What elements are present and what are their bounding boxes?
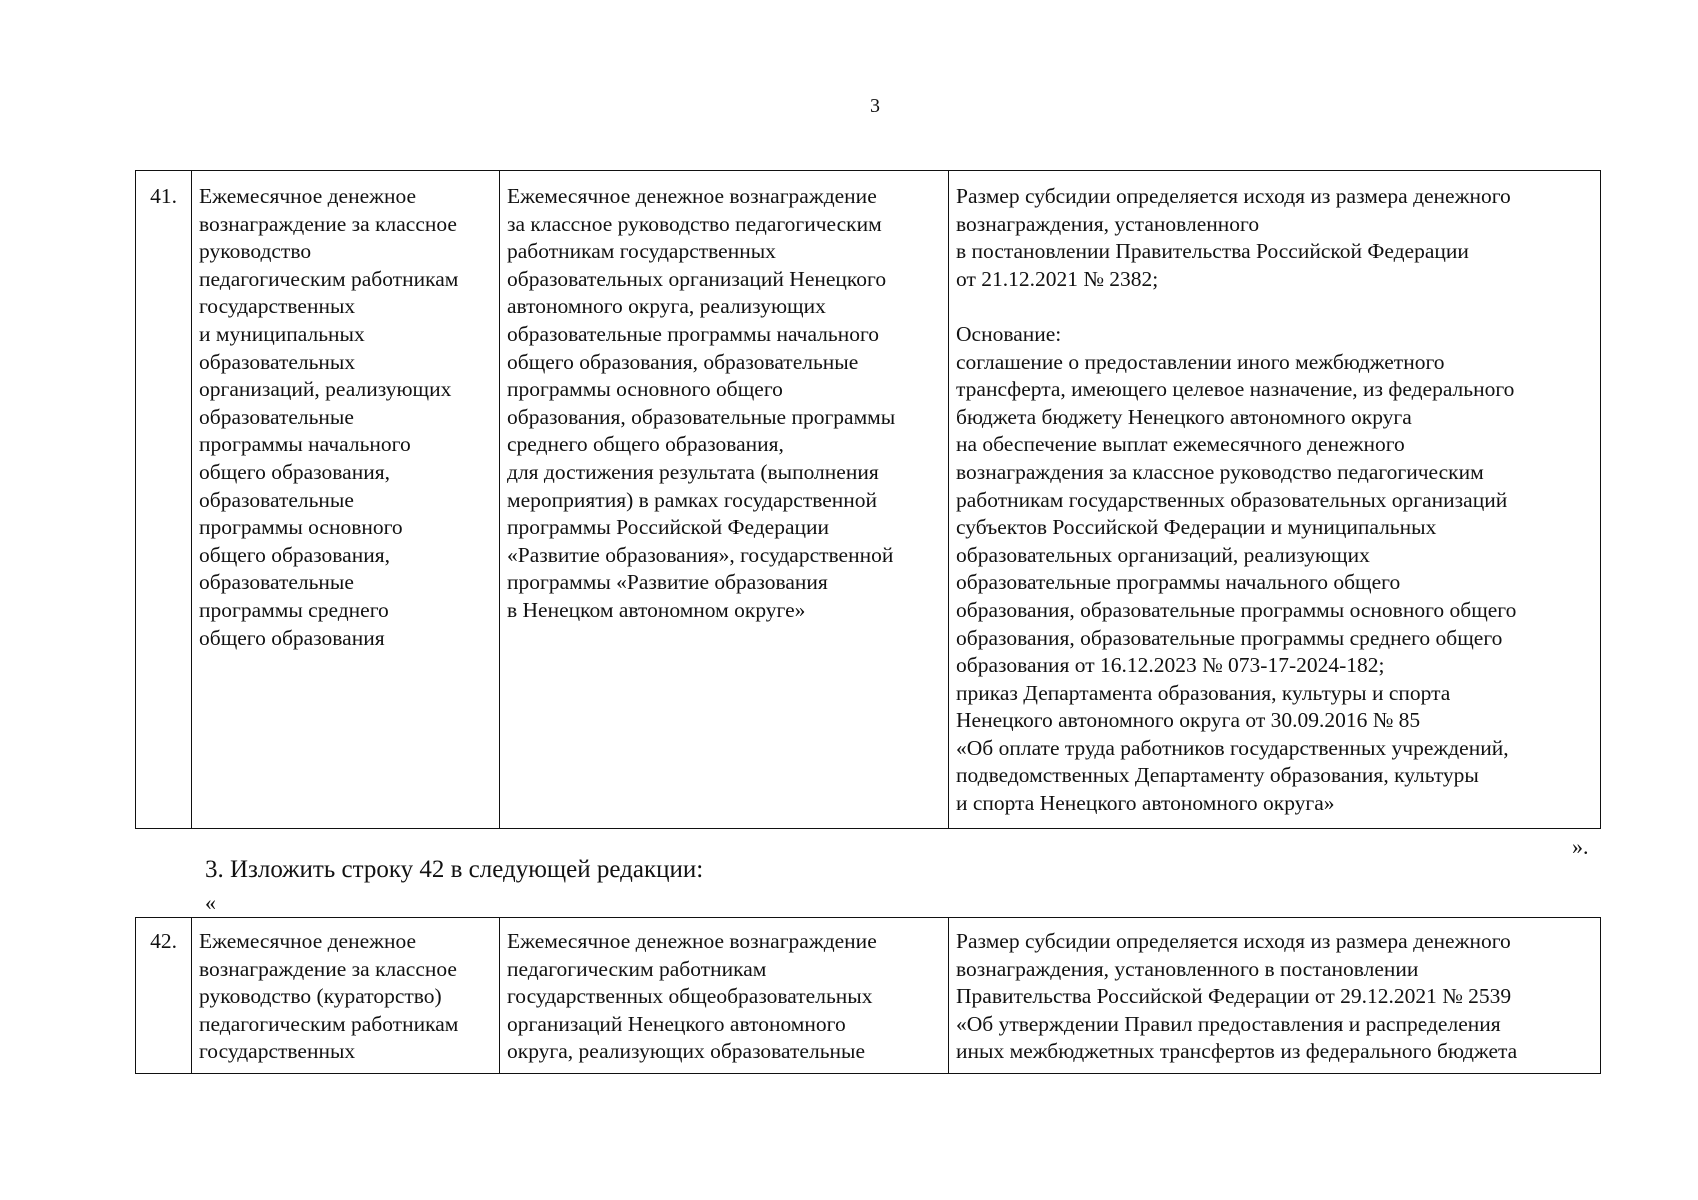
row-number-cell: 42. bbox=[136, 918, 192, 1074]
table-row bbox=[136, 171, 1601, 829]
subsidy-name-cell: Ежемесячное денежное вознаграждение за классное руководство (кураторство) педагогическим работникам государственных bbox=[192, 918, 500, 1074]
amendment-instruction: 3. Изложить строку 42 в следующей редакции: bbox=[205, 856, 704, 883]
page-number: 3 bbox=[870, 95, 880, 117]
row-number-cell: 41. bbox=[136, 171, 192, 829]
subsidy-name-cell: Ежемесячное денежное вознаграждение за классное руководство педагогическим работникам государственных и муниципальных образовательных организаций, реализующих образовательные программы начального общего образования, образовательные программы основного общего образования, образовательные программы среднего общего образования bbox=[192, 171, 500, 829]
subsidy-basis-cell: Размер субсидии определяется исходя из размера денежного вознаграждения, установленного в постановлении Правительства Российской Федерации от 21.12.2021 № 2382; Основание: соглашение о предоставлении иного межбюджетного трансферта, имеющего целевое назначение, из федерального бюджета бюджету Ненецкого автономного округа на обеспечение выплат ежемесячного денежного вознаграждения за классное руководство педагогическим работникам государственных образовательных организаций субъектов Российской Федерации и муниципальных образовательных организаций, реализующих образовательные программы начального общего образования, образовательные программы основного общего образования, образовательные программы среднего общего образования от 16.12.2023 № 073-17-2024-182; приказ Департамента образования, культуры и спорта Ненецкого автономного округа от 30.09.2016 № 85 «Об оплате труда работников государственных учреждений, подведомственных Департаменту образования, культуры и спорта Ненецкого автономного округа» bbox=[949, 171, 1601, 829]
subsidy-purpose-cell: Ежемесячное денежное вознаграждение за классное руководство педагогическим работникам государственных образовательных организаций Ненецкого автономного округа, реализующих образовательные программы начального общего образования, образовательные программы основного общего образования, образовательные программы среднего общего образования, для достижения результата (выполнения мероприятия) в рамках государственной программы Российской Федерации «Развитие образования», государственной программы «Развитие образования в Ненецком автономном округе» bbox=[500, 171, 949, 829]
table-row-42 bbox=[135, 917, 1601, 1074]
table-row bbox=[136, 918, 1601, 1074]
subsidy-basis-cell: Размер субсидии определяется исходя из размера денежного вознаграждения, установленного в постановлении Правительства Российской Федерации от 29.12.2021 № 2539 «Об утверждении Правил предоставления и распределения иных межбюджетных трансфертов из федерального бюджета bbox=[949, 918, 1601, 1074]
closing-quote: ». bbox=[1572, 834, 1589, 859]
opening-quote: « bbox=[205, 890, 216, 915]
table-row-41 bbox=[135, 170, 1601, 829]
subsidy-purpose-cell: Ежемесячное денежное вознаграждение педагогическим работникам государственных общеобразовательных организаций Ненецкого автономного округа, реализующих образовательные bbox=[500, 918, 949, 1074]
